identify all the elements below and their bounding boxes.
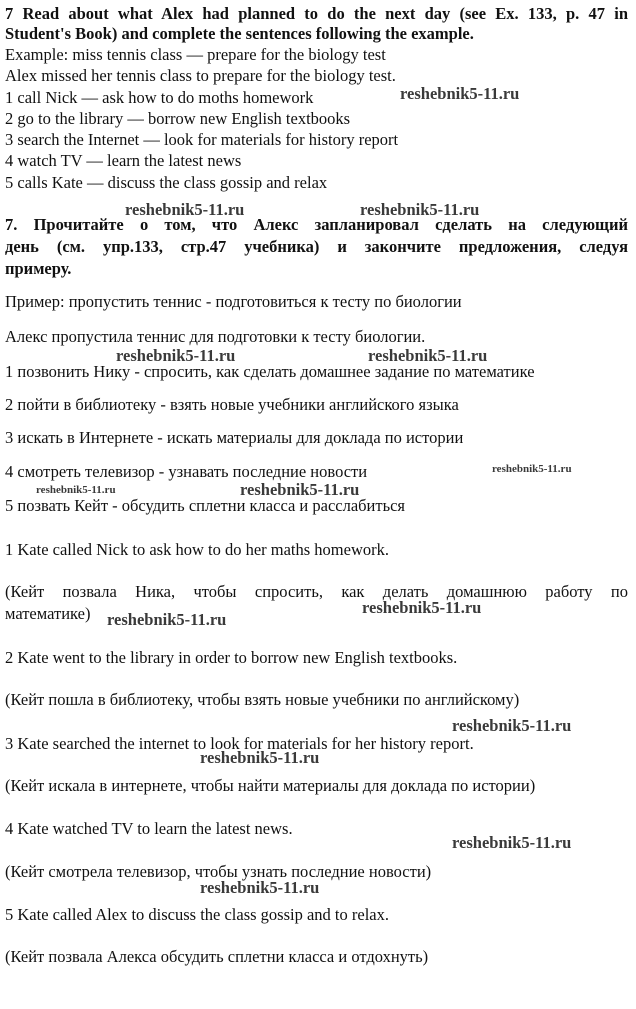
watermark: reshebnik5-11.ru	[107, 610, 227, 629]
answer-1-ru-line1: (Кейт позвала Ника, чтобы спросить, как делать домашнюю работу по	[5, 582, 628, 601]
item-en-5: 5 calls Kate — discuss the class gossip and relax	[5, 173, 328, 192]
watermark: reshebnik5-11.ru	[452, 716, 572, 735]
watermark: reshebnik5-11.ru	[116, 346, 236, 365]
answer-2-ru: (Кейт пошла в библиотеку, чтобы взять новые учебники по английскому)	[5, 690, 520, 709]
item-ru-5: 5 позвать Кейт - обсудить сплетни класса и расслабиться	[5, 496, 406, 515]
answer-5-ru: (Кейт позвала Алекса обсудить сплетни класса и отдохнуть)	[5, 947, 429, 966]
watermark: reshebnik5-11.ru	[200, 748, 320, 767]
item-ru-4: 4 смотреть телевизор - узнавать последние новости	[5, 462, 368, 481]
answer-2-en: 2 Kate went to the library in order to borrow new English textbooks.	[5, 648, 458, 667]
answer-3-ru: (Кейт искала в интернете, чтобы найти материалы для доклада по истории)	[5, 776, 536, 795]
watermark: reshebnik5-11.ru	[452, 833, 572, 852]
item-ru-1: 1 позвонить Нику - спросить, как сделать домашнее задание по математике	[5, 362, 535, 381]
answer-1-ru-line2: математике)	[5, 604, 91, 623]
answer-3-en: 3 Kate searched the internet to look for materials for her history report.	[5, 734, 474, 753]
example-en: Example: miss tennis class — prepare for the biology test	[5, 45, 386, 64]
answer-5-en: 5 Kate called Alex to discuss the class gossip and to relax.	[5, 905, 389, 924]
item-en-1: 1 call Nick — ask how to do moths homework	[5, 88, 314, 107]
item-ru-3: 3 искать в Интернете - искать материалы для доклада по истории	[5, 428, 464, 447]
watermark: reshebnik5-11.ru	[200, 878, 320, 897]
watermark: reshebnik5-11.ru	[400, 84, 520, 103]
watermark: reshebnik5-11.ru	[492, 463, 572, 475]
example-answer-ru: Алекс пропустила теннис для подготовки к тесту биологии.	[5, 327, 426, 346]
exercise-heading-en-line2: Student's Book) and complete the sentences following the example.	[5, 24, 474, 43]
item-en-2: 2 go to the library — borrow new English textbooks	[5, 109, 351, 128]
exercise-heading-ru-line1: 7. Прочитайте о том, что Алекс запланировал сделать на следующий	[5, 215, 628, 234]
exercise-heading-ru-line3: примеру.	[5, 259, 72, 278]
watermark: reshebnik5-11.ru	[360, 200, 480, 219]
answer-1-en: 1 Kate called Nick to ask how to do her maths homework.	[5, 540, 389, 559]
example-answer-en: Alex missed her tennis class to prepare for the biology test.	[5, 66, 396, 85]
watermark: reshebnik5-11.ru	[240, 480, 360, 499]
watermark: reshebnik5-11.ru	[368, 346, 488, 365]
exercise-heading-en-line1: 7 Read about what Alex had planned to do the next day (see Ex. 133, p. 47 in	[5, 4, 628, 23]
watermark: reshebnik5-11.ru	[362, 598, 482, 617]
exercise-heading-ru-line2: день (см. упр.133, стр.47 учебника) и закончите предложения, следуя	[5, 237, 628, 256]
item-en-3: 3 search the Internet — look for materials for history report	[5, 130, 399, 149]
example-ru: Пример: пропустить теннис - подготовиться к тесту по биологии	[5, 292, 462, 311]
watermark: reshebnik5-11.ru	[36, 484, 116, 496]
item-en-4: 4 watch TV — learn the latest news	[5, 151, 242, 170]
answer-4-en: 4 Kate watched TV to learn the latest news.	[5, 819, 293, 838]
answer-4-ru: (Кейт смотрела телевизор, чтобы узнать последние новости)	[5, 862, 432, 881]
watermark: reshebnik5-11.ru	[125, 200, 245, 219]
item-ru-2: 2 пойти в библиотеку - взять новые учебники английского языка	[5, 395, 459, 414]
